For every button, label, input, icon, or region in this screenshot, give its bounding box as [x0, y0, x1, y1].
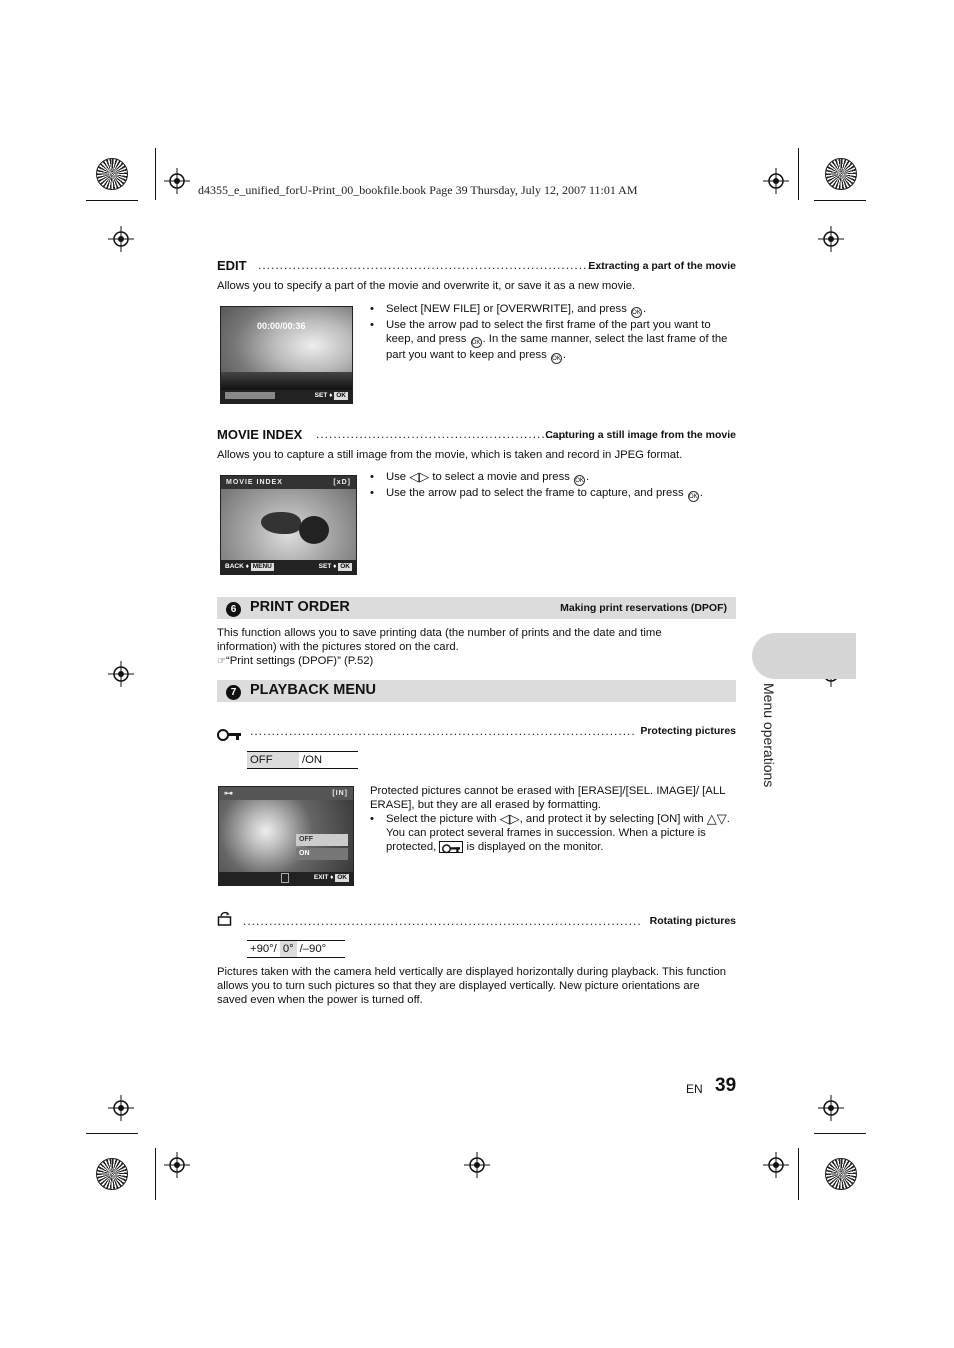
edit-screen-time: 00:00/00:36: [257, 321, 306, 331]
ok-button-icon: OK: [631, 307, 642, 318]
movie-index-title: MOVIE INDEX: [217, 427, 303, 442]
movie-index-bullets: [370, 470, 736, 502]
ok-button-icon: OK: [574, 475, 585, 486]
list-item: • Use the arrow pad to select the first frame of the part you want to keep, and press OK . In the same manner, select the last frame of the part you want to keep and press OK .: [370, 318, 736, 364]
rotate-body: Pictures taken with the camera held vertically are displayed horizontally during playback. This function allows you to turn such pictures so that they are displayed vertically. New picture orientations are saved even when the power is turned off.: [217, 966, 727, 1006]
option-off: OFF: [247, 752, 299, 768]
protect-key-icon-small: ⊶: [224, 788, 233, 798]
edit-screen: [220, 306, 353, 404]
crosshair-icon: [818, 226, 844, 252]
side-tab: [752, 633, 856, 679]
treeline-silhouette: [221, 372, 352, 390]
movie-index-screen: MOVIE INDEX [xD] BACK ♦ MENU SET ♦ OK: [220, 475, 357, 575]
protect-subtitle: Protecting pictures: [640, 725, 736, 737]
edit-intro: Allows you to specify a part of the movie and overwrite it, or save it as a new movie.: [217, 280, 636, 292]
protect-key-icon-boxed: [439, 841, 463, 853]
figure-silhouette: [299, 516, 329, 544]
swan-silhouette: [261, 512, 301, 534]
crosshair-icon: [164, 1152, 190, 1178]
option-minus-90: /–90°: [299, 943, 327, 955]
playback-menu-heading-bar: [217, 680, 736, 702]
option-on: /ON: [302, 754, 323, 766]
movie-index-subtitle: Capturing a still image from the movie: [545, 429, 736, 441]
left-right-arrow-icon: ◁▷: [499, 811, 520, 826]
protect-menu-off: OFF: [296, 834, 348, 846]
up-down-arrow-icon: △▽: [706, 811, 727, 826]
protect-exit-button: EXIT ♦ OK: [313, 874, 347, 881]
print-order-subtitle: Making print reservations (DPOF): [560, 602, 727, 614]
side-tab-label: Menu operations: [761, 683, 777, 788]
movie-index-set-button: SET ♦ OK: [318, 563, 350, 570]
crosshair-icon: [108, 661, 134, 687]
print-order-heading-bar: [217, 597, 736, 619]
rotate-icon: [217, 912, 233, 926]
crosshair-icon: [818, 1095, 844, 1121]
print-order-body: This function allows you to save printing data (the number of prints and the date and time information) with the pictures stored on the card.: [217, 627, 662, 653]
rotate-subtitle: Rotating pictures: [649, 915, 736, 927]
edit-bullets: [370, 302, 736, 364]
print-header: d4355_e_unified_forU-Print_00_bookfile.book Page 39 Thursday, July 12, 2007 11:01 AM: [198, 183, 638, 197]
ok-button-icon: OK: [688, 491, 699, 502]
movie-index-leader-dots: ..........................................................: [316, 427, 568, 441]
crosshair-icon: [464, 1152, 490, 1178]
section-number-7: 7: [226, 685, 241, 700]
pointing-hand-icon: ☞: [217, 656, 226, 667]
timeline-bar: [225, 392, 275, 399]
list-item: • Use ◁▷ to select a movie and press OK .: [370, 470, 736, 486]
rotate-leader-dots: ............................................................................................: [243, 914, 642, 928]
print-order-reference: ☞“Print settings (DPOF)” (P.52): [217, 655, 374, 667]
protect-bullets: [370, 812, 736, 854]
crosshair-icon: [108, 226, 134, 252]
footer-language: EN: [686, 1082, 703, 1096]
list-item: • Select [NEW FILE] or [OVERWRITE], and press OK .: [370, 302, 736, 318]
playback-menu-title: PLAYBACK MENU: [250, 682, 376, 698]
rotate-options: [247, 940, 345, 958]
protect-leader-dots: .........................................................................................: [250, 724, 636, 738]
ok-button-icon: OK: [471, 337, 482, 348]
registration-wheel-icon: [96, 1158, 128, 1190]
page-number: 39: [715, 1075, 737, 1096]
protect-body: Protected pictures cannot be erased with [ERASE]/[SEL. IMAGE]/ [ALL ERASE], but they are all erased by formatting.: [370, 785, 725, 811]
edit-title: EDIT: [217, 258, 247, 273]
edit-screen-set: SET ♦ OK: [314, 392, 346, 399]
movie-index-intro: Allows you to capture a still image from the movie, which is taken and record in JPEG format.: [217, 449, 683, 461]
protect-key-icon: [217, 725, 241, 743]
list-item: • Use the arrow pad to select the frame to capture, and press OK .: [370, 486, 736, 502]
registration-wheel-icon: [825, 1158, 857, 1190]
option-plus-90: +90°/: [250, 943, 277, 955]
crosshair-icon: [108, 1095, 134, 1121]
protect-options: [247, 751, 358, 769]
edit-leader-dots: ................................................................................: [258, 258, 605, 272]
crosshair-icon: [763, 1152, 789, 1178]
movie-index-back-button: BACK ♦ MENU: [225, 563, 272, 570]
registration-wheel-icon: [825, 158, 857, 190]
edit-subtitle: Extracting a part of the movie: [588, 260, 736, 272]
protect-screen: ⊶ [IN] OFF ON EXIT ♦ OK: [218, 786, 354, 886]
registration-wheel-icon: [96, 158, 128, 190]
protect-menu-on: ON: [296, 848, 348, 860]
list-item: • Select the picture with ◁▷, and protect it by selecting [ON] with △▽. You can protect several frames in succession. When a picture is protected, is displayed on the monitor.: [370, 812, 736, 854]
section-number-6: 6: [226, 602, 241, 617]
option-zero: 0°: [280, 941, 297, 957]
print-order-title: PRINT ORDER: [250, 599, 350, 615]
crosshair-icon: [763, 168, 789, 194]
crosshair-icon: [164, 168, 190, 194]
ok-button-icon: OK: [551, 353, 562, 364]
left-right-arrow-icon: ◁▷: [409, 469, 430, 484]
updown-arrow-icon: [281, 873, 289, 883]
